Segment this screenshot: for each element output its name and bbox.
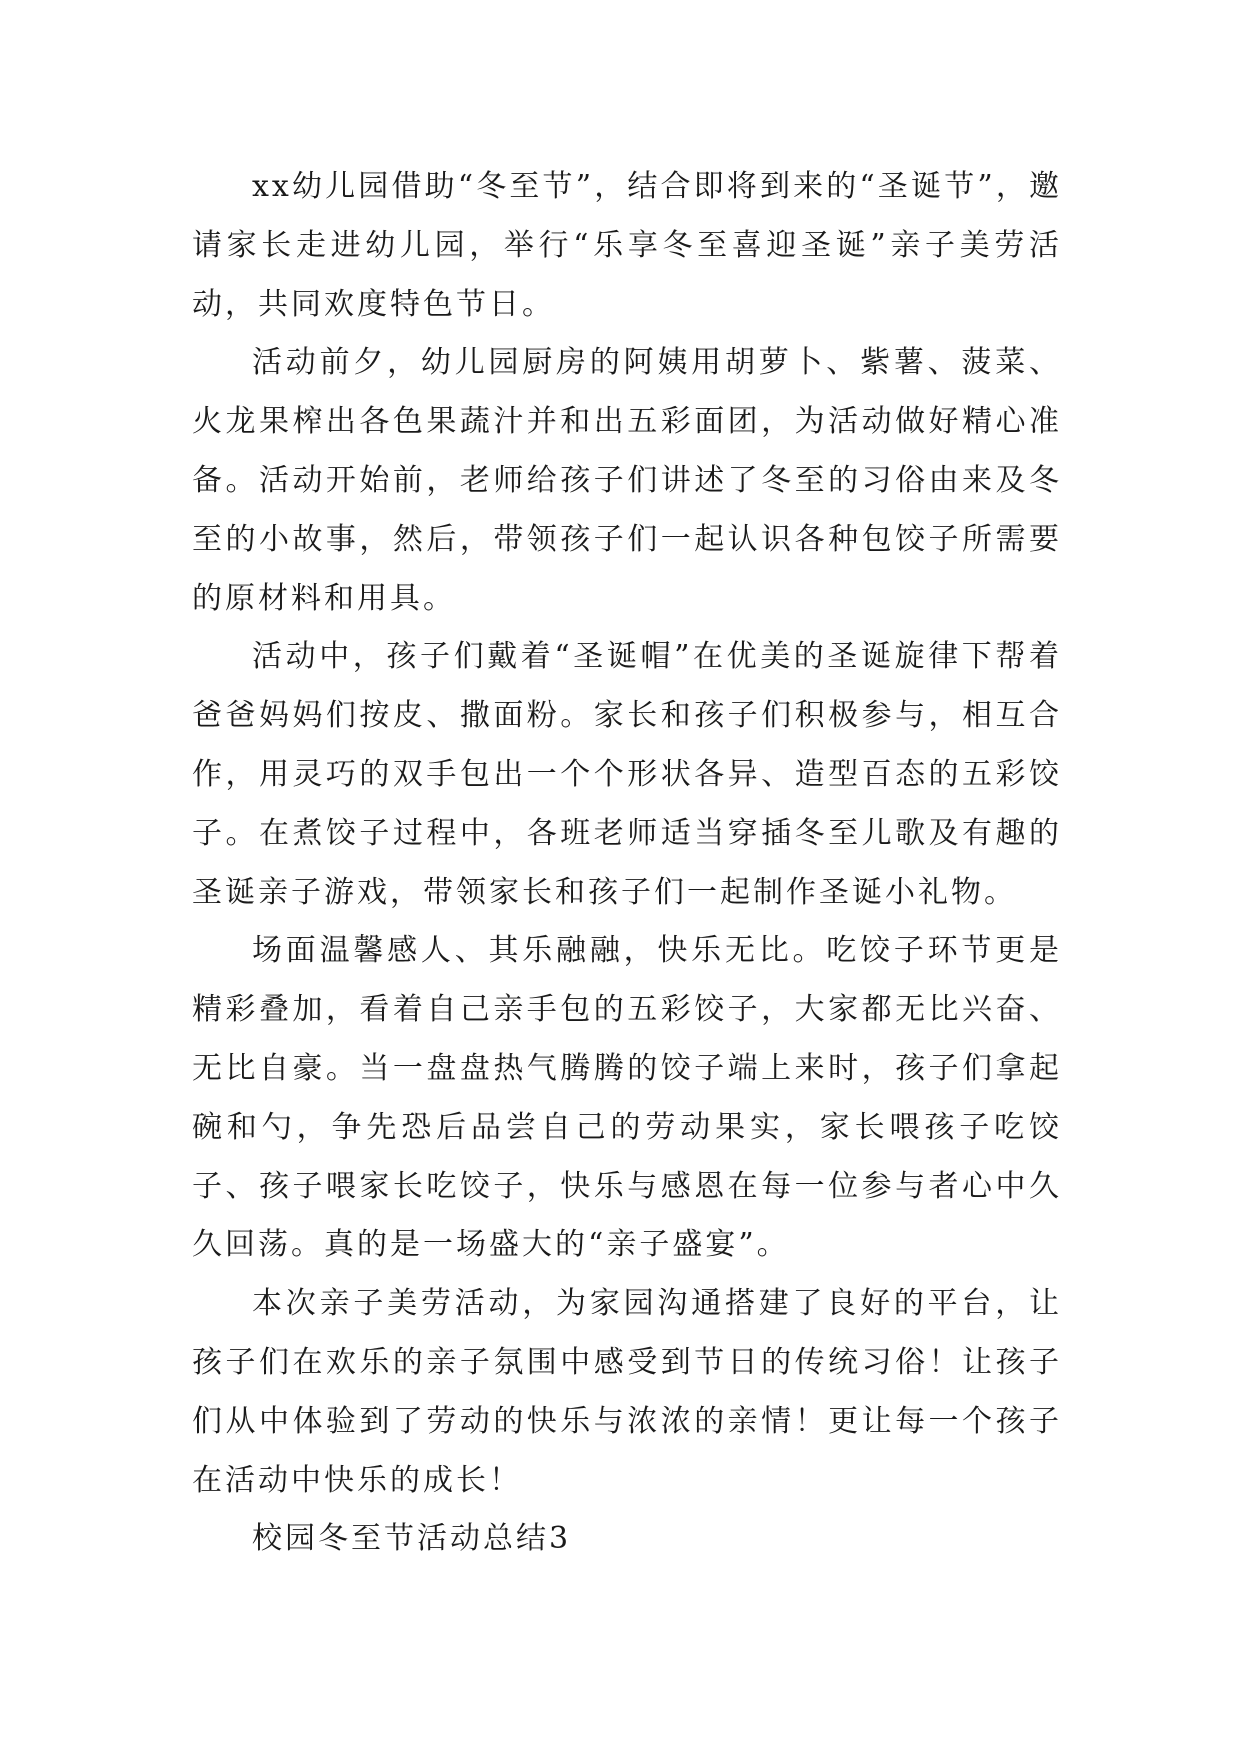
- paragraph-4: 场面温馨感人、其乐融融，快乐无比。吃饺子环节更是精彩叠加，看着自己亲手包的五彩饺子，大家都无比兴奋、无比自豪。当一盘盘热气腾腾的饺子端上来时，孩子们拿起碗和勺，争先恐后品尝自己的劳动果实，家长喂孩子吃饺子、孩子喂家长吃饺子，快乐与感恩在每一位参与者心中久久回荡。真的是一场盛大的“亲子盛宴”。: [192, 933, 1062, 1263]
- paragraph-3: 活动中，孩子们戴着“圣诞帽”在优美的圣诞旋律下帮着爸爸妈妈们按皮、撒面粉。家长和孩子们积极参与，相互合作，用灵巧的双手包出一个个形状各异、造型百态的五彩饺子。在煮饺子过程中，各班老师适当穿插冬至儿歌及有趣的圣诞亲子游戏，带领家长和孩子们一起制作圣诞小礼物。: [192, 639, 1062, 910]
- paragraph-2: 活动前夕，幼儿园厨房的阿姨用胡萝卜、紫薯、菠菜、火龙果榨出各色果蔬汁并和出五彩面团，为活动做好精心准备。活动开始前，老师给孩子们讲述了冬至的习俗由来及冬至的小故事，然后，带领孩子们一起认识各种包饺子所需要的原材料和用具。: [192, 345, 1062, 616]
- section-heading: 校园冬至节活动总结3: [252, 1521, 572, 1557]
- document-body: [192, 158, 1062, 1569]
- paragraph-5: 本次亲子美劳活动，为家园沟通搭建了良好的平台，让孩子们在欢乐的亲子氛围中感受到节日的传统习俗！让孩子们从中体验到了劳动的快乐与浓浓的亲情！更让每一个孩子在活动中快乐的成长！: [192, 1286, 1062, 1498]
- paragraph-1: xx幼儿园借助“冬至节”，结合即将到来的“圣诞节”，邀请家长走进幼儿园，举行“乐享冬至喜迎圣诞”亲子美劳活动，共同欢度特色节日。: [192, 169, 1062, 322]
